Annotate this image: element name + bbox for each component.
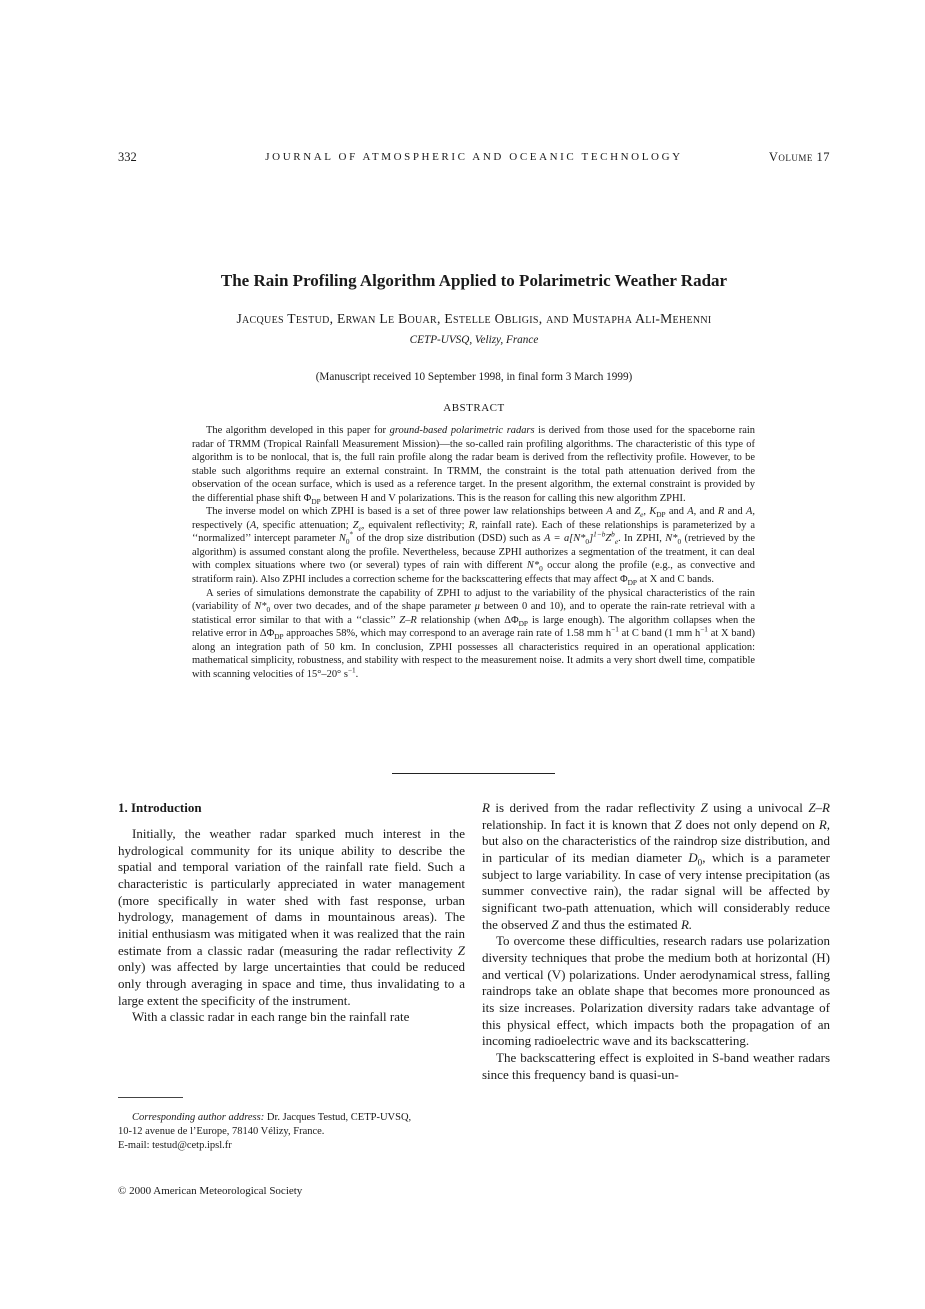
footnote-label: Corresponding author address:: [132, 1112, 265, 1123]
section-divider: [392, 773, 555, 774]
intro-paragraph-2: With a classic radar in each range bin the rainfall rate: [132, 1009, 410, 1025]
footnote: [118, 1111, 465, 1154]
footnote-address: 10-12 avenue de l’Europe, 78140 Vélizy, France.: [118, 1126, 325, 1138]
left-column: [118, 800, 465, 1026]
abstract-heading: ABSTRACT: [443, 402, 505, 414]
volume-label: Volume 17: [768, 150, 830, 164]
affiliation: CETP-UVSQ, Velizy, France: [409, 334, 539, 346]
journal-name: JOURNAL OF ATMOSPHERIC AND OCEANIC TECHNOLOGY: [265, 151, 683, 163]
right-paragraph-1: R is derived from the radar reflectivity Z using a univocal Z–R relationship. In fact it is known that Z does not only depend on R, but also on the characteristics of the raindrop size distribution, and in particular of its median diameter $D_0$, which is a parameter subject to large variability. In case of very intense precipitation (as summer convective rain), the radar signal will be affected by significant two-path attenuation, which will considerably reduce the observed Z and thus the estimated R.: [482, 800, 831, 932]
right-column: [482, 800, 830, 1083]
author-list: Jacques Testud, Erwan Le Bouar, Estelle Obligis, and Mustapha Ali-Mehenni: [236, 311, 712, 326]
footnote-divider: [118, 1097, 183, 1098]
copyright-notice: © 2000 American Meteorological Society: [118, 1185, 303, 1197]
paper-title: The Rain Profiling Algorithm Applied to Polarimetric Weather Radar: [220, 271, 728, 290]
right-paragraph-3: The backscattering effect is exploited in S-band weather radars since this frequency band is quasi-un-: [482, 1049, 830, 1082]
abstract-paragraph-2: The inverse model on which ZPHI is based is a set of three power law relationships between A and $Z_e$, $K_{DP}$ and A, and R and A, respectively (A, specific attenuation; $Z_e$, equivalent reflectivity; R, rainfall rate). Each of these relationships is parameterized by a ‘‘normalized’’ intercept parameter $N_0^*$ of the drop size distribution (DSD) such as $A = a[N*_0]^{1-b}Z^b_e$. In ZPHI, $N*_0$ (retrieved by the algorithm) is assumed constant along the profile. Nevertheless, because ZPHI authorizes a segmentation of the treatment, it can deal with complex situations where two (or several) types of rain with different $N*_0$ occur along the profile (e.g., as convective and stratiform rain). Also ZPHI includes a correction scheme for the backscattering effects that may affect $\Phi_{DP}$ at X and C bands.: [192, 506, 755, 588]
section-heading-introduction: 1. Introduction: [118, 800, 202, 815]
abstract-paragraph-3: A series of simulations demonstrate the capability of ZPHI to adjust to the variability of the physical characteristics of the rain (variability of $N*_0$ over two decades, and of the shape parameter μ between 0 and 10), and to operate the rain-rate retrieval with a statistical error similar to that with a ‘‘classic’’ Z–R relationship (when $\Delta\Phi_{DP}$ is large enough). The algorithm collapses when the relative error in $\Delta\Phi_{DP}$ approaches 58%, which may correspond to an average rain rate of 1.58 mm $h^{-1}$ at C band (1 mm $h^{-1}$ at X band) along an integration path of 50 km. In conclusion, ZPHI possesses all characteristics required in an operational application: mathematical simplicity, robustness, and stability with respect to the measurement noise. It admits a very short dwell time, compatible with scanning velocities of 15°–20° $s^{-1}$.: [192, 587, 756, 680]
footnote-author: Dr. Jacques Testud, CETP-UVSQ,: [264, 1112, 412, 1123]
running-head: [118, 150, 830, 166]
abstract-paragraph-1: The algorithm developed in this paper for ground-based polarimetric radars is derived from those used for the spaceborne rain radar of TRMM (Tropical Rainfall Measurement Mission)—the so-called rain profiling algorithms. The characteristic of this type of algorithm is to be nonlocal, that is, the full rain profile along the radar beam is derived from the reflectivity profile. However, to be stable such algorithms require an external constraint. In TRMM, the constraint is the total path attenuation derived from the observation of the ocean surface, which is used as a reference target. In the present algorithm, the external constraint is provided by the differential phase shift $\Phi_{DP}$ between H and V polarizations. This is the reason for calling this new algorithm ZPHI.: [192, 425, 756, 506]
intro-paragraph-1: Initially, the weather radar sparked much interest in the hydrological community for its unique ability to describe the spatial and temporal variation of the rainfall rate field. Such a characteristic is particularly appreciated in water management (more specifically in water shed with fast response, urban hydrology, management of dams in mountainous areas). The initial enthusiasm was mitigated when it was realized that the rain estimate from a classic radar (measuring the radar reflectivity Z only) was affected by large uncertainties that could be reduced only through averaging in space and time, thus invalidating to a large extent the specificity of the instrument.: [118, 826, 465, 1008]
page-number: 332: [118, 150, 137, 164]
right-paragraph-2: To overcome these difficulties, research radars use polarization diversity techniques that probe the medium both at horizontal (H) and vertical (V) polarizations. Under aerodynamical stress, falling raindrops take an oblate shape that becomes more pronounced as its size increases. Polarization diversity radars take advantage of this physical effect, which impacts both the propagation of an incoming radioelectric wave and its backscattering.: [482, 933, 830, 1049]
manuscript-note: (Manuscript received 10 September 1998, in final form 3 March 1999): [315, 371, 633, 383]
abstract-body: [192, 424, 755, 681]
footnote-email: E-mail: testud@cetp.ipsl.fr: [118, 1140, 232, 1152]
